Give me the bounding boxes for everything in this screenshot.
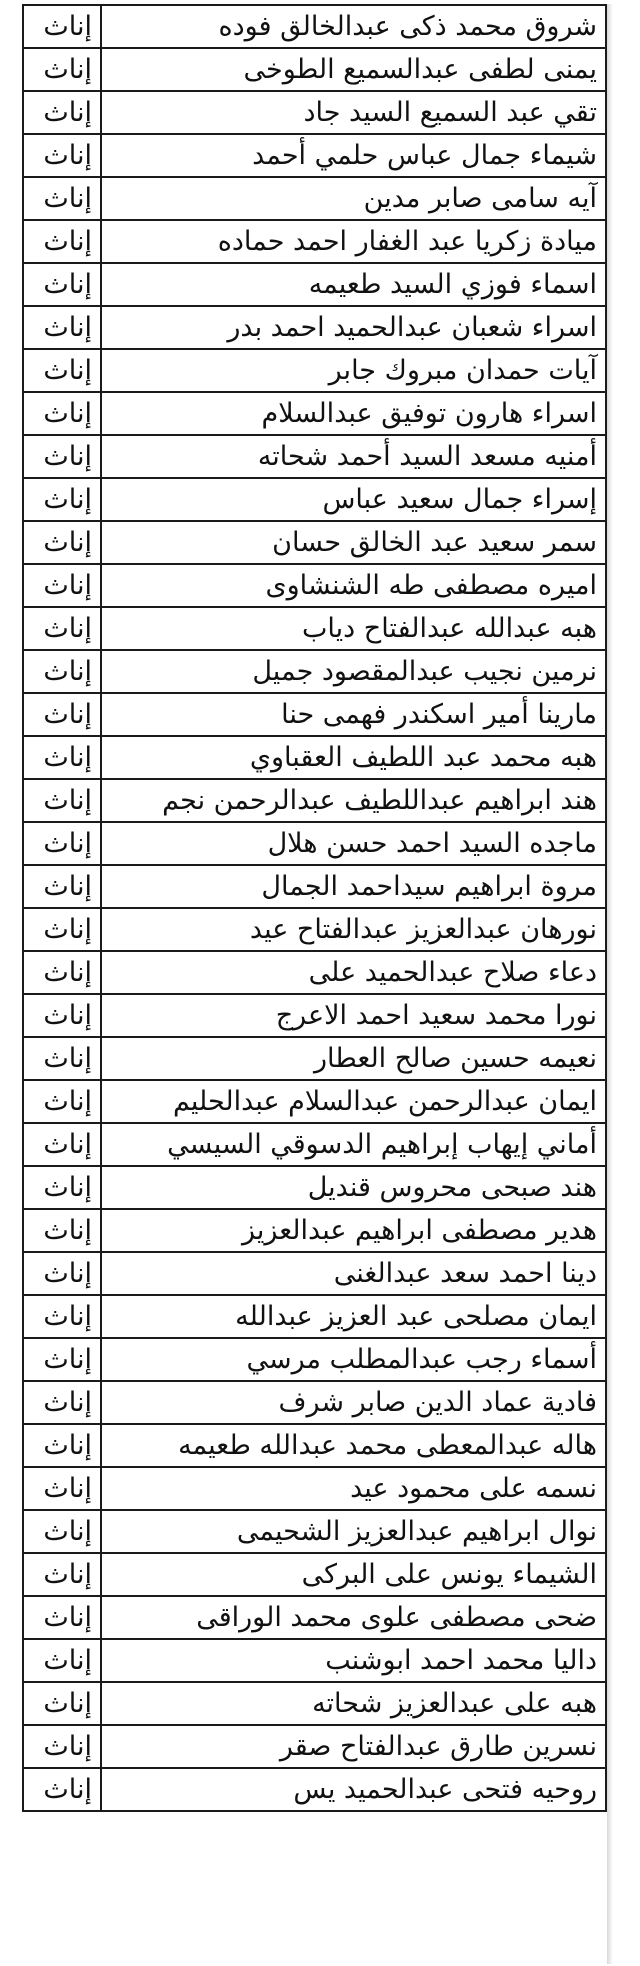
gender-cell: إناث (23, 5, 101, 48)
table-row (23, 951, 606, 994)
name-cell: اميره مصطفى طه الشنشاوى (101, 564, 606, 607)
name-cell: يمنى لطفى عبدالسميع الطوخى (101, 48, 606, 91)
gender-cell: إناث (23, 1553, 101, 1596)
name-cell: الشيماء يونس على البركى (101, 1553, 606, 1596)
name-cell: مروة ابراهيم سيداحمد الجمال (101, 865, 606, 908)
gender-cell: إناث (23, 306, 101, 349)
gender-cell: إناث (23, 1381, 101, 1424)
table-row (23, 521, 606, 564)
name-cell: نورا محمد سعيد احمد الاعرج (101, 994, 606, 1037)
gender-cell: إناث (23, 263, 101, 306)
name-cell: هبه محمد عبد اللطيف العقباوي (101, 736, 606, 779)
table-row (23, 220, 606, 263)
name-cell: ضحى مصطفى علوى محمد الوراقى (101, 1596, 606, 1639)
table-row (23, 478, 606, 521)
name-cell: فادية عماد الدين صابر شرف (101, 1381, 606, 1424)
table-row (23, 1080, 606, 1123)
name-cell: نسمه على محمود عيد (101, 1467, 606, 1510)
table-row (23, 263, 606, 306)
table-row (23, 1553, 606, 1596)
gender-cell: إناث (23, 908, 101, 951)
table-row (23, 607, 606, 650)
table-row (23, 908, 606, 951)
gender-cell: إناث (23, 1682, 101, 1725)
gender-cell: إناث (23, 650, 101, 693)
table-row (23, 994, 606, 1037)
gender-cell: إناث (23, 392, 101, 435)
name-cell: نرمين نجيب عبدالمقصود جميل (101, 650, 606, 693)
name-cell: اسراء شعبان عبدالحميد احمد بدر (101, 306, 606, 349)
table-row (23, 1252, 606, 1295)
name-cell: إسراء جمال سعيد عباس (101, 478, 606, 521)
table-row (23, 1768, 606, 1811)
table-row (23, 779, 606, 822)
gender-cell: إناث (23, 435, 101, 478)
gender-cell: إناث (23, 693, 101, 736)
table-row (23, 1381, 606, 1424)
name-cell: اسراء هارون توفيق عبدالسلام (101, 392, 606, 435)
table-row (23, 435, 606, 478)
table-row (23, 1725, 606, 1768)
name-cell: أماني إيهاب إبراهيم الدسوقي السيسي (101, 1123, 606, 1166)
gender-cell: إناث (23, 1166, 101, 1209)
table-row (23, 564, 606, 607)
table-row (23, 306, 606, 349)
gender-cell: إناث (23, 1080, 101, 1123)
gender-cell: إناث (23, 1424, 101, 1467)
gender-cell: إناث (23, 1295, 101, 1338)
name-cell: نعيمه حسين صالح العطار (101, 1037, 606, 1080)
gender-cell: إناث (23, 1209, 101, 1252)
table-row (23, 1037, 606, 1080)
table-row (23, 1510, 606, 1553)
table-row (23, 1209, 606, 1252)
name-cell: مارينا أمير اسكندر فهمى حنا (101, 693, 606, 736)
name-cell: هند صبحى محروس قنديل (101, 1166, 606, 1209)
name-cell: هبه عبدالله عبدالفتاح دياب (101, 607, 606, 650)
table-row (23, 134, 606, 177)
name-cell: ماجده السيد احمد حسن هلال (101, 822, 606, 865)
name-cell: أسماء رجب عبدالمطلب مرسي (101, 1338, 606, 1381)
gender-cell: إناث (23, 349, 101, 392)
gender-cell: إناث (23, 951, 101, 994)
name-cell: ميادة زكريا عبد الغفار احمد حماده (101, 220, 606, 263)
name-cell: روحيه فتحى عبدالحميد يس (101, 1768, 606, 1811)
gender-cell: إناث (23, 48, 101, 91)
name-cell: نسرين طارق عبدالفتاح صقر (101, 1725, 606, 1768)
gender-cell: إناث (23, 1123, 101, 1166)
table-row (23, 5, 606, 48)
name-cell: هبه على عبدالعزيز شحاته (101, 1682, 606, 1725)
name-cell: ايمان مصلحى عبد العزيز عبدالله (101, 1295, 606, 1338)
name-cell: تقي عبد السميع السيد جاد (101, 91, 606, 134)
gender-cell: إناث (23, 865, 101, 908)
gender-cell: إناث (23, 822, 101, 865)
table-row (23, 1467, 606, 1510)
gender-cell: إناث (23, 478, 101, 521)
table-row (23, 1682, 606, 1725)
table-row (23, 1596, 606, 1639)
gender-cell: إناث (23, 1467, 101, 1510)
name-cell: هند ابراهيم عبداللطيف عبدالرحمن نجم (101, 779, 606, 822)
roster-table-body (23, 5, 606, 1811)
gender-cell: إناث (23, 736, 101, 779)
table-row (23, 177, 606, 220)
name-cell: داليا محمد احمد ابوشنب (101, 1639, 606, 1682)
name-cell: هاله عبدالمعطى محمد عبدالله طعيمه (101, 1424, 606, 1467)
gender-cell: إناث (23, 1725, 101, 1768)
table-row (23, 1123, 606, 1166)
gender-cell: إناث (23, 1768, 101, 1811)
name-cell: اسماء فوزي السيد طعيمه (101, 263, 606, 306)
gender-cell: إناث (23, 134, 101, 177)
name-cell: شروق محمد ذكى عبدالخالق فوده (101, 5, 606, 48)
table-row (23, 392, 606, 435)
table-row (23, 1295, 606, 1338)
table-row (23, 48, 606, 91)
gender-cell: إناث (23, 1639, 101, 1682)
table-right-edge-shadow (607, 4, 613, 1964)
gender-cell: إناث (23, 607, 101, 650)
name-cell: أمنيه مسعد السيد أحمد شحاته (101, 435, 606, 478)
name-cell: نوال ابراهيم عبدالعزيز الشحيمى (101, 1510, 606, 1553)
roster-table (22, 4, 607, 1812)
name-cell: سمر سعيد عبد الخالق حسان (101, 521, 606, 564)
gender-cell: إناث (23, 91, 101, 134)
gender-cell: إناث (23, 1037, 101, 1080)
name-cell: ايمان عبدالرحمن عبدالسلام عبدالحليم (101, 1080, 606, 1123)
gender-cell: إناث (23, 1596, 101, 1639)
table-row (23, 1166, 606, 1209)
gender-cell: إناث (23, 1252, 101, 1295)
name-cell: شيماء جمال عباس حلمي أحمد (101, 134, 606, 177)
name-cell: دعاء صلاح عبدالحميد على (101, 951, 606, 994)
table-row (23, 349, 606, 392)
gender-cell: إناث (23, 994, 101, 1037)
table-row (23, 865, 606, 908)
table-row (23, 650, 606, 693)
gender-cell: إناث (23, 1510, 101, 1553)
table-row (23, 1424, 606, 1467)
gender-cell: إناث (23, 564, 101, 607)
name-cell: دينا احمد سعد عبدالغنى (101, 1252, 606, 1295)
table-row (23, 1338, 606, 1381)
table-row (23, 693, 606, 736)
name-cell: آيه سامى صابر مدين (101, 177, 606, 220)
table-row (23, 1639, 606, 1682)
gender-cell: إناث (23, 521, 101, 564)
gender-cell: إناث (23, 220, 101, 263)
name-cell: نورهان عبدالعزيز عبدالفتاح عيد (101, 908, 606, 951)
name-cell: هدير مصطفى ابراهيم عبدالعزيز (101, 1209, 606, 1252)
gender-cell: إناث (23, 1338, 101, 1381)
table-row (23, 91, 606, 134)
table-row (23, 736, 606, 779)
gender-cell: إناث (23, 779, 101, 822)
gender-cell: إناث (23, 177, 101, 220)
table-row (23, 822, 606, 865)
name-cell: آيات حمدان مبروك جابر (101, 349, 606, 392)
